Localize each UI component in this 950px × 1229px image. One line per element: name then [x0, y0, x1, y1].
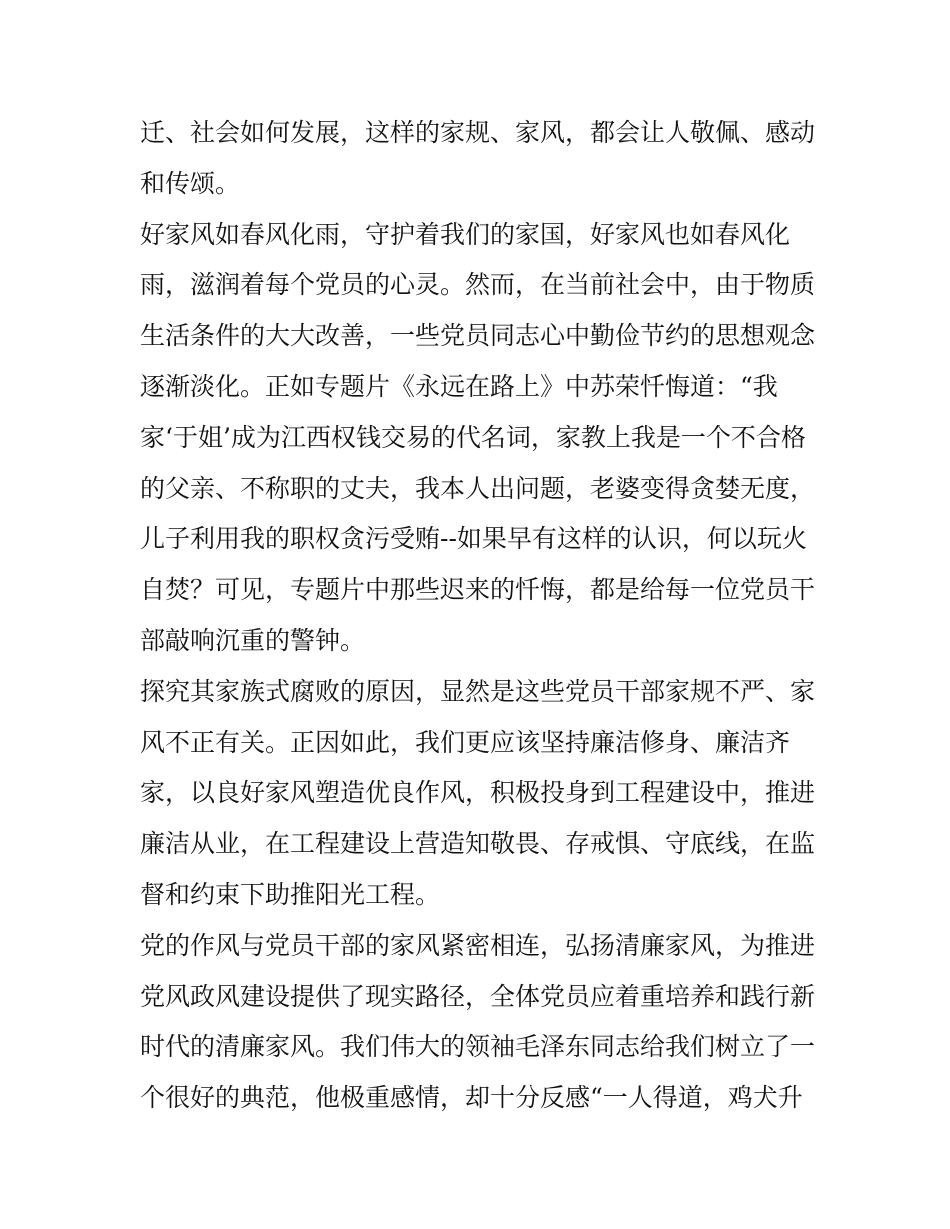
text-line: 时代的清廉家风。我们伟大的领袖毛泽东同志给我们树立了一: [140, 1032, 816, 1062]
text-line: 风不正有关。正因如此，我们更应该坚持廉洁修身、廉洁齐: [140, 727, 791, 757]
text-line: 和传颂。: [140, 168, 241, 198]
text-line: 儿子利用我的职权贪污受贿--如果早有这样的认识，何以玩火: [140, 524, 807, 554]
text-line: 党风政风建设提供了现实路径，全体党员应着重培养和践行新: [140, 981, 816, 1011]
text-line: 部敲响沉重的警钟。: [140, 625, 366, 655]
text-line: 督和约束下助推阳光工程。: [140, 879, 441, 909]
text-line: 生活条件的大大改善，一些党员同志心中勤俭节约的思想观念: [140, 321, 816, 351]
text-line: 迁、社会如何发展，这样的家规、家风，都会让人敬佩、感动: [140, 118, 816, 147]
text-line: 探究其家族式腐败的原因，显然是这些党员干部家规不严、家: [140, 676, 816, 706]
text-line: 家，以良好家风塑造优良作风，积极投身到工程建设中，推进: [140, 778, 816, 808]
body-text: [140, 108, 820, 1124]
text-line: 个很好的典范，他极重感情，却十分反感“一人得道，鸡犬升: [140, 1083, 803, 1113]
text-line: 好家风如春风化雨，守护着我们的家国，好家风也如春风化: [140, 219, 791, 249]
text-line: 廉洁从业，在工程建设上营造知敬畏、存戒惧、守底线，在监: [140, 829, 816, 859]
text-line: 逐渐淡化。正如专题片《永远在路上》中苏荣忏悔道：“我: [140, 371, 778, 401]
text-line: 的父亲、不称职的丈夫，我本人出问题，老婆变得贪婪无度，: [140, 473, 816, 503]
text-line: 自焚？可见，专题片中那些迟来的忏悔，都是给每一位党员干: [140, 575, 816, 605]
text-line: 家‘于姐’成为江西权钱交易的代名词，家教上我是一个不合格: [140, 422, 806, 452]
text-line: 雨，滋润着每个党员的心灵。然而，在当前社会中，由于物质: [140, 270, 816, 300]
text-line: 党的作风与党员干部的家风紧密相连，弘扬清廉家风，为推进: [140, 930, 816, 960]
